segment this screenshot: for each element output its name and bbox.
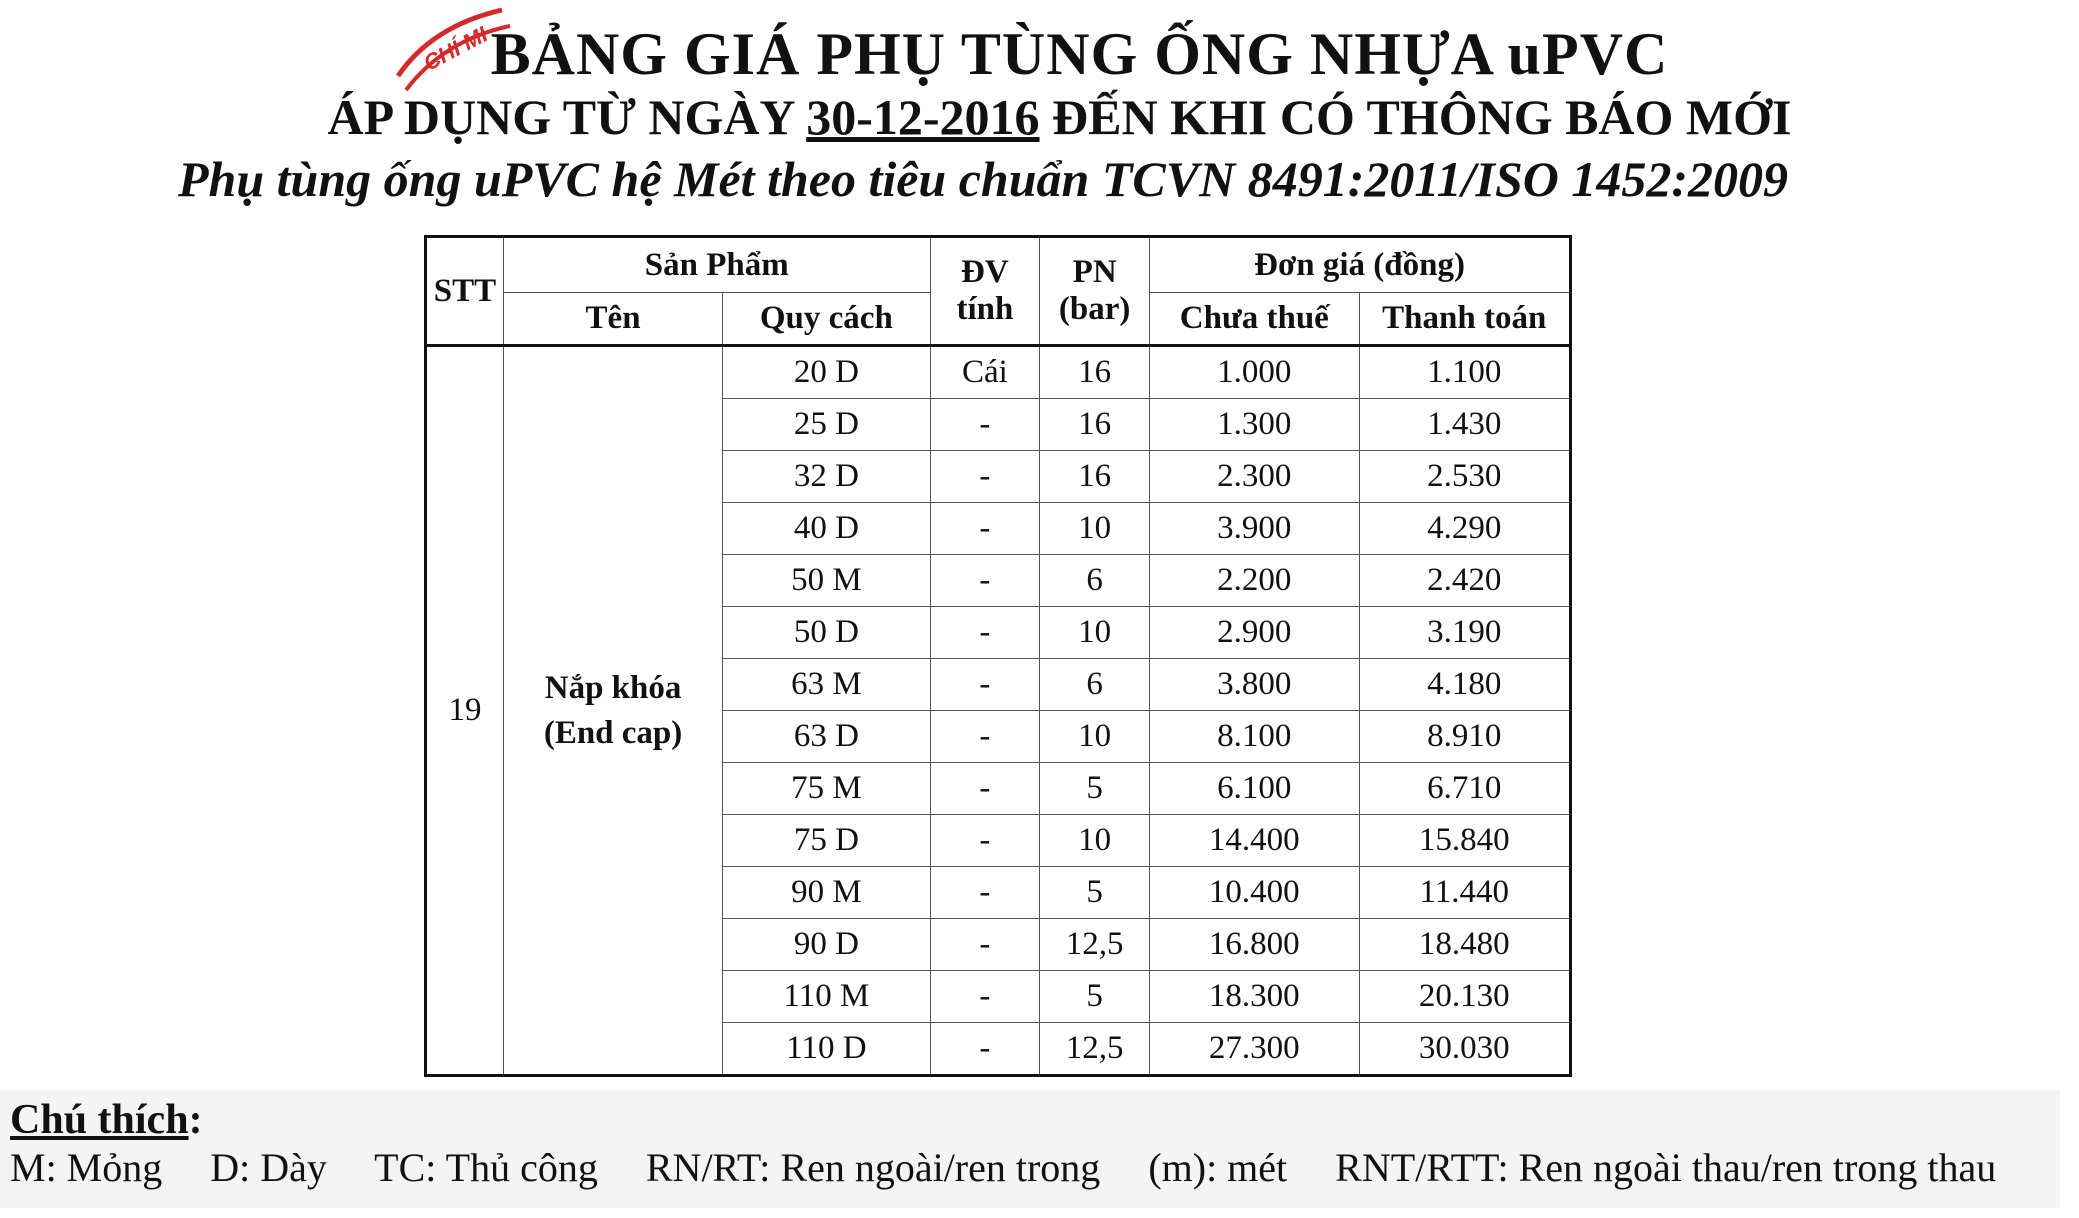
cell-pn: 5 — [1040, 763, 1150, 815]
cell-quy-cach: 32 D — [723, 451, 930, 503]
cell-product-name — [503, 346, 722, 1076]
header-dv-line1: ĐV — [961, 254, 1009, 290]
cell-quy-cach: 90 D — [723, 919, 930, 971]
cell-dv: - — [930, 451, 1040, 503]
header-chua-thue: Chưa thuế — [1150, 293, 1359, 346]
cell-thanh-toan: 15.840 — [1359, 815, 1571, 867]
header-don-gia: Đơn giá (đồng) — [1150, 237, 1571, 293]
cell-pn: 10 — [1040, 503, 1150, 555]
cell-pn: 5 — [1040, 971, 1150, 1023]
cell-chua-thue: 6.100 — [1150, 763, 1359, 815]
header-dv-tinh — [930, 237, 1040, 346]
cell-chua-thue: 2.900 — [1150, 607, 1359, 659]
header-pn-line2: (bar) — [1058, 291, 1131, 327]
table-row — [426, 346, 1571, 399]
cell-dv: - — [930, 867, 1040, 919]
price-table — [424, 235, 1572, 1077]
cell-thanh-toan: 6.710 — [1359, 763, 1571, 815]
cell-dv: - — [930, 919, 1040, 971]
cell-thanh-toan: 2.530 — [1359, 451, 1571, 503]
cell-pn: 12,5 — [1040, 919, 1150, 971]
cell-quy-cach: 63 M — [723, 659, 930, 711]
header-stt: STT — [426, 237, 504, 346]
cell-dv: - — [930, 763, 1040, 815]
cell-pn: 10 — [1040, 815, 1150, 867]
cell-pn: 10 — [1040, 607, 1150, 659]
cell-chua-thue: 10.400 — [1150, 867, 1359, 919]
cell-dv: - — [930, 503, 1040, 555]
apply-date-line — [0, 88, 2079, 146]
cell-quy-cach: 110 M — [723, 971, 930, 1023]
cell-quy-cach: 75 M — [723, 763, 930, 815]
cell-chua-thue: 16.800 — [1150, 919, 1359, 971]
cell-dv: - — [930, 659, 1040, 711]
cell-thanh-toan: 1.100 — [1359, 346, 1571, 399]
cell-chua-thue: 27.300 — [1150, 1023, 1359, 1076]
legend-item: (m): mét — [1148, 1145, 1288, 1190]
cell-quy-cach: 25 D — [723, 399, 930, 451]
legend-item: M: Mỏng — [10, 1145, 163, 1190]
cell-thanh-toan: 1.430 — [1359, 399, 1571, 451]
notes-title-colon: : — [188, 1097, 203, 1143]
cell-dv: - — [930, 607, 1040, 659]
notes-section — [0, 1090, 2060, 1208]
header-thanh-toan: Thanh toán — [1359, 293, 1571, 346]
cell-thanh-toan: 4.180 — [1359, 659, 1571, 711]
cell-pn: 6 — [1040, 659, 1150, 711]
cell-quy-cach: 110 D — [723, 1023, 930, 1076]
cell-thanh-toan: 20.130 — [1359, 971, 1571, 1023]
cell-dv: - — [930, 1023, 1040, 1076]
cell-quy-cach: 75 D — [723, 815, 930, 867]
cell-quy-cach: 63 D — [723, 711, 930, 763]
cell-chua-thue: 18.300 — [1150, 971, 1359, 1023]
cell-quy-cach: 20 D — [723, 346, 930, 399]
cell-chua-thue: 2.200 — [1150, 555, 1359, 607]
header-san-pham: Sản Phẩm — [503, 237, 930, 293]
product-name-line2: (End cap) — [543, 714, 683, 751]
cell-pn: 16 — [1040, 399, 1150, 451]
cell-thanh-toan: 30.030 — [1359, 1023, 1571, 1076]
cell-thanh-toan: 2.420 — [1359, 555, 1571, 607]
header-ten: Tên — [503, 293, 722, 346]
product-name-line1: Nắp khóa — [544, 669, 682, 706]
legend-item: RN/RT: Ren ngoài/ren trong — [645, 1145, 1101, 1190]
table-body — [426, 346, 1571, 1076]
cell-thanh-toan: 4.290 — [1359, 503, 1571, 555]
standard-subtitle: Phụ tùng ống uPVC hệ Mét theo tiêu chuẩn TCVN 8491:2011/ISO 1452:2009 — [178, 151, 1789, 207]
cell-stt: 19 — [426, 346, 504, 1076]
cell-quy-cach: 90 M — [723, 867, 930, 919]
apply-prefix: ÁP DỤNG TỪ NGÀY — [327, 89, 794, 145]
cell-dv: - — [930, 815, 1040, 867]
cell-thanh-toan: 18.480 — [1359, 919, 1571, 971]
cell-dv: - — [930, 711, 1040, 763]
legend-item: RNT/RTT: Ren ngoài thau/ren trong thau — [1335, 1145, 1997, 1190]
cell-thanh-toan: 8.910 — [1359, 711, 1571, 763]
table-header — [426, 237, 1571, 346]
cell-pn: 16 — [1040, 451, 1150, 503]
apply-date: 30-12-2016 — [806, 89, 1040, 145]
cell-dv: - — [930, 399, 1040, 451]
header-pn — [1040, 237, 1150, 346]
legend-item: TC: Thủ công — [374, 1145, 598, 1190]
cell-chua-thue: 1.000 — [1150, 346, 1359, 399]
cell-pn: 6 — [1040, 555, 1150, 607]
notes-legend — [10, 1144, 1996, 1191]
header-pn-line1: PN — [1072, 254, 1117, 290]
notes-title-text: Chú thích — [10, 1097, 189, 1143]
cell-chua-thue: 3.800 — [1150, 659, 1359, 711]
cell-quy-cach: 50 M — [723, 555, 930, 607]
cell-chua-thue: 14.400 — [1150, 815, 1359, 867]
header-dv-line2: tính — [956, 291, 1014, 327]
cell-chua-thue: 8.100 — [1150, 711, 1359, 763]
legend-item: D: Dày — [210, 1145, 327, 1190]
page-title: BẢNG GIÁ PHỤ TÙNG ỐNG NHỰA uPVC — [490, 21, 1669, 87]
cell-chua-thue: 3.900 — [1150, 503, 1359, 555]
cell-dv: Cái — [930, 346, 1040, 399]
cell-chua-thue: 1.300 — [1150, 399, 1359, 451]
header-quy-cach: Quy cách — [723, 293, 930, 346]
cell-pn: 12,5 — [1040, 1023, 1150, 1076]
cell-pn: 16 — [1040, 346, 1150, 399]
notes-title — [10, 1096, 203, 1144]
apply-suffix: ĐẾN KHI CÓ THÔNG BÁO MỚI — [1052, 89, 1792, 145]
cell-thanh-toan: 11.440 — [1359, 867, 1571, 919]
cell-dv: - — [930, 971, 1040, 1023]
cell-pn: 5 — [1040, 867, 1150, 919]
cell-thanh-toan: 3.190 — [1359, 607, 1571, 659]
cell-pn: 10 — [1040, 711, 1150, 763]
cell-dv: - — [930, 555, 1040, 607]
stamp-text: CHÍ MI — [419, 21, 492, 76]
cell-chua-thue: 2.300 — [1150, 451, 1359, 503]
cell-quy-cach: 50 D — [723, 607, 930, 659]
cell-quy-cach: 40 D — [723, 503, 930, 555]
